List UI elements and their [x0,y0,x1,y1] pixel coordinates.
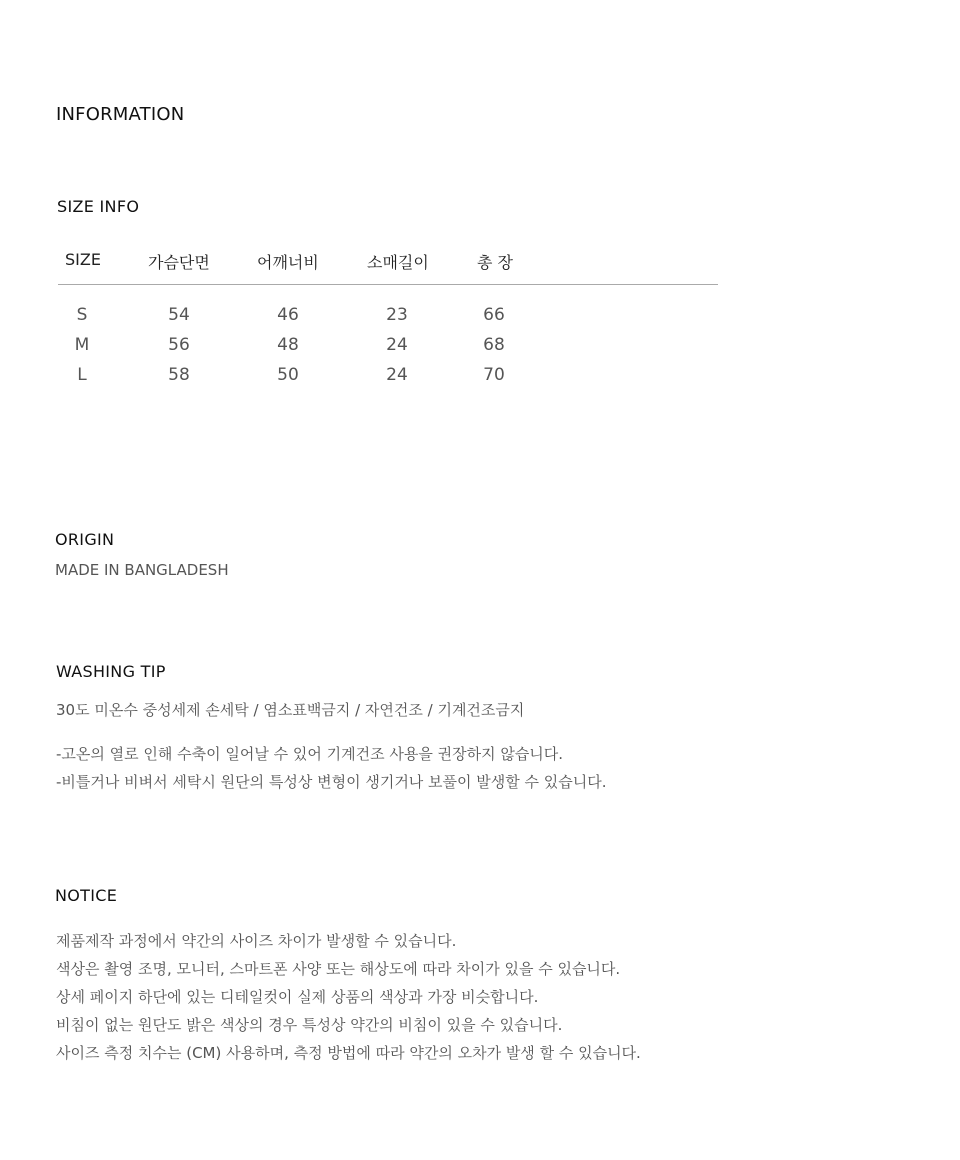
table-cell: 23 [386,305,408,325]
table-header-shoulder: 어깨너비 [257,253,319,272]
table-cell: 56 [168,335,190,355]
table-cell: 68 [483,335,505,355]
size-info-title: SIZE INFO [57,197,140,216]
table-cell: M [74,335,90,355]
origin-text: MADE IN BANGLADESH [55,561,229,579]
table-cell: 66 [483,305,505,325]
notice-line: 제품제작 과정에서 약간의 사이즈 차이가 발생할 수 있습니다. [56,932,457,950]
notice-line: 사이즈 측정 치수는 (CM) 사용하며, 측정 방법에 따라 약간의 오차가 발생 할 수 있습니다. [56,1044,641,1062]
notice-line: 비침이 없는 원단도 밝은 색상의 경우 특성상 약간의 비침이 있을 수 있습니다. [56,1016,563,1034]
table-cell: 24 [386,365,408,385]
table-header-chest: 가슴단면 [148,253,210,272]
table-header-sleeve: 소매길이 [367,253,429,272]
page-title: INFORMATION [56,104,185,125]
table-header-length: 총 장 [477,253,513,272]
washing-tip-summary: 30도 미온수 중성세제 손세탁 / 염소표백금지 / 자연건조 / 기계건조금지 [56,701,525,719]
table-cell: 50 [277,365,299,385]
table-cell: 48 [277,335,299,355]
table-cell: L [77,365,87,385]
origin-title: ORIGIN [55,530,115,549]
notice-line: 상세 페이지 하단에 있는 디테일컷이 실제 상품의 색상과 가장 비슷합니다. [56,988,539,1006]
table-cell: 24 [386,335,408,355]
notice-line: 색상은 촬영 조명, 모니터, 스마트폰 사양 또는 해상도에 따라 차이가 있을 수 있습니다. [56,960,621,978]
washing-tip-note: -고온의 열로 인해 수축이 일어날 수 있어 기계건조 사용을 권장하지 않습니다. [56,745,564,763]
washing-tip-title: WASHING TIP [56,662,166,681]
washing-tip-note: -비틀거나 비벼서 세탁시 원단의 특성상 변형이 생기거나 보풀이 발생할 수 있습니다. [56,773,607,791]
notice-title: NOTICE [55,886,118,905]
table-header-size: SIZE [65,250,101,269]
table-divider [58,284,718,285]
table-cell: 54 [168,305,190,325]
table-cell: 70 [483,365,505,385]
table-cell: 46 [277,305,299,325]
table-cell: S [76,305,88,325]
table-cell: 58 [168,365,190,385]
